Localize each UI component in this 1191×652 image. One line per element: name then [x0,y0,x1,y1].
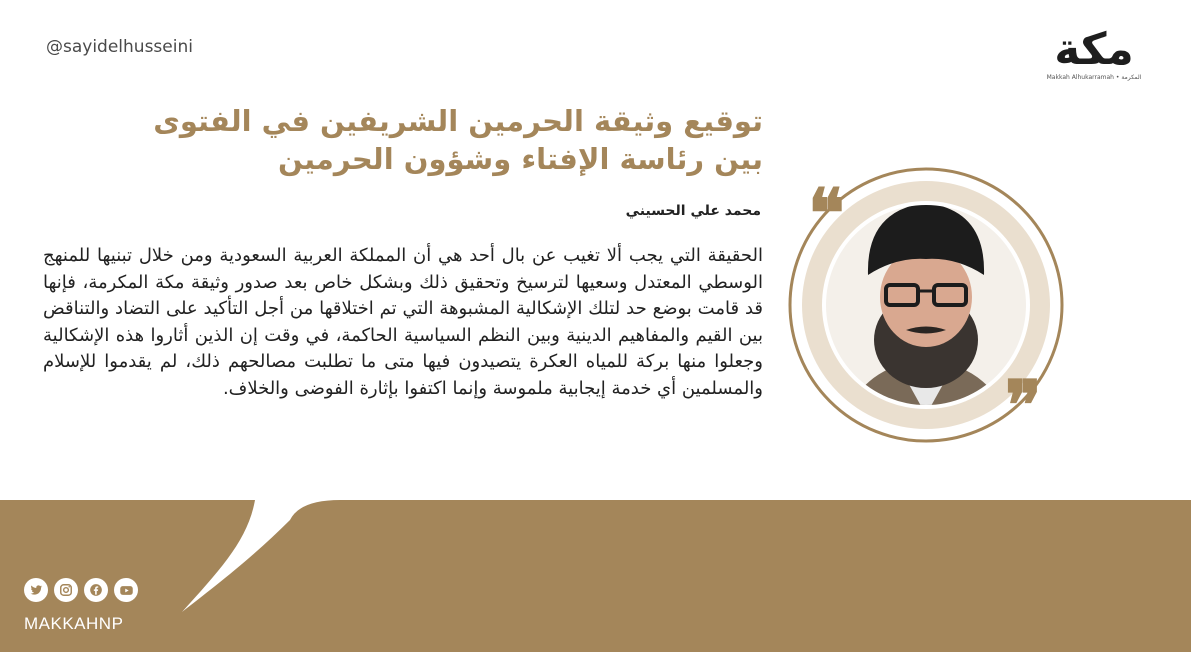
logo-text: مكة [1054,24,1134,75]
headline [123,102,763,178]
brand-name: MAKKAHNP [24,614,124,633]
twitter-icon[interactable] [24,578,48,602]
makkah-logo [1035,24,1153,88]
article-body: الحقيقة التي يجب ألا تغيب عن بال أحد هي أن المملكة العربية السعودية ومن خلال تبنيها للمنهج الوسطي المعتدل وسعيها لترسيخ وتحقيق ذلك وبشكل خاص بعد صدور وثيقة مكة المكرمة، فإنها قد قامت بوضع حد لتلك الإشكالية المشبوهة التي تم اختلاقها من أجل التأكيد على التضاد والتناقض بين القيم والمفاهيم الدينية وبين النظم السياسية الحاكمة، في وقت إن الذين أثاروا هذه الإشكالية وجعلوا منها بركة للمياه العكرة يتصيدون فيها متى ما تطلبت مصالحهم ذلك، لم يقدموا للإسلام والمسلمين أي خدمة إيجابية ملموسة وإنما اكتفوا بإثارة الفوضى والخلاف. [43,245,763,399]
author-name: محمد علي الحسيني [625,203,761,219]
youtube-icon[interactable] [114,578,138,602]
logo-subtext: Makkah Alhukarramah • المكرمة [1046,74,1142,81]
author-handle[interactable]: @sayidelhusseini [46,37,193,57]
instagram-icon[interactable] [54,578,78,602]
facebook-icon[interactable] [84,578,108,602]
headline-line-1: توقيع وثيقة الحرمين الشريفين في الفتوى [153,104,763,138]
quote-close-icon: ❞ [1005,366,1042,446]
headline-line-2: بين رئاسة الإفتاء وشؤون الحرمين [277,142,763,176]
quote-open-icon: ❝ [808,174,845,254]
social-icons [24,578,138,602]
